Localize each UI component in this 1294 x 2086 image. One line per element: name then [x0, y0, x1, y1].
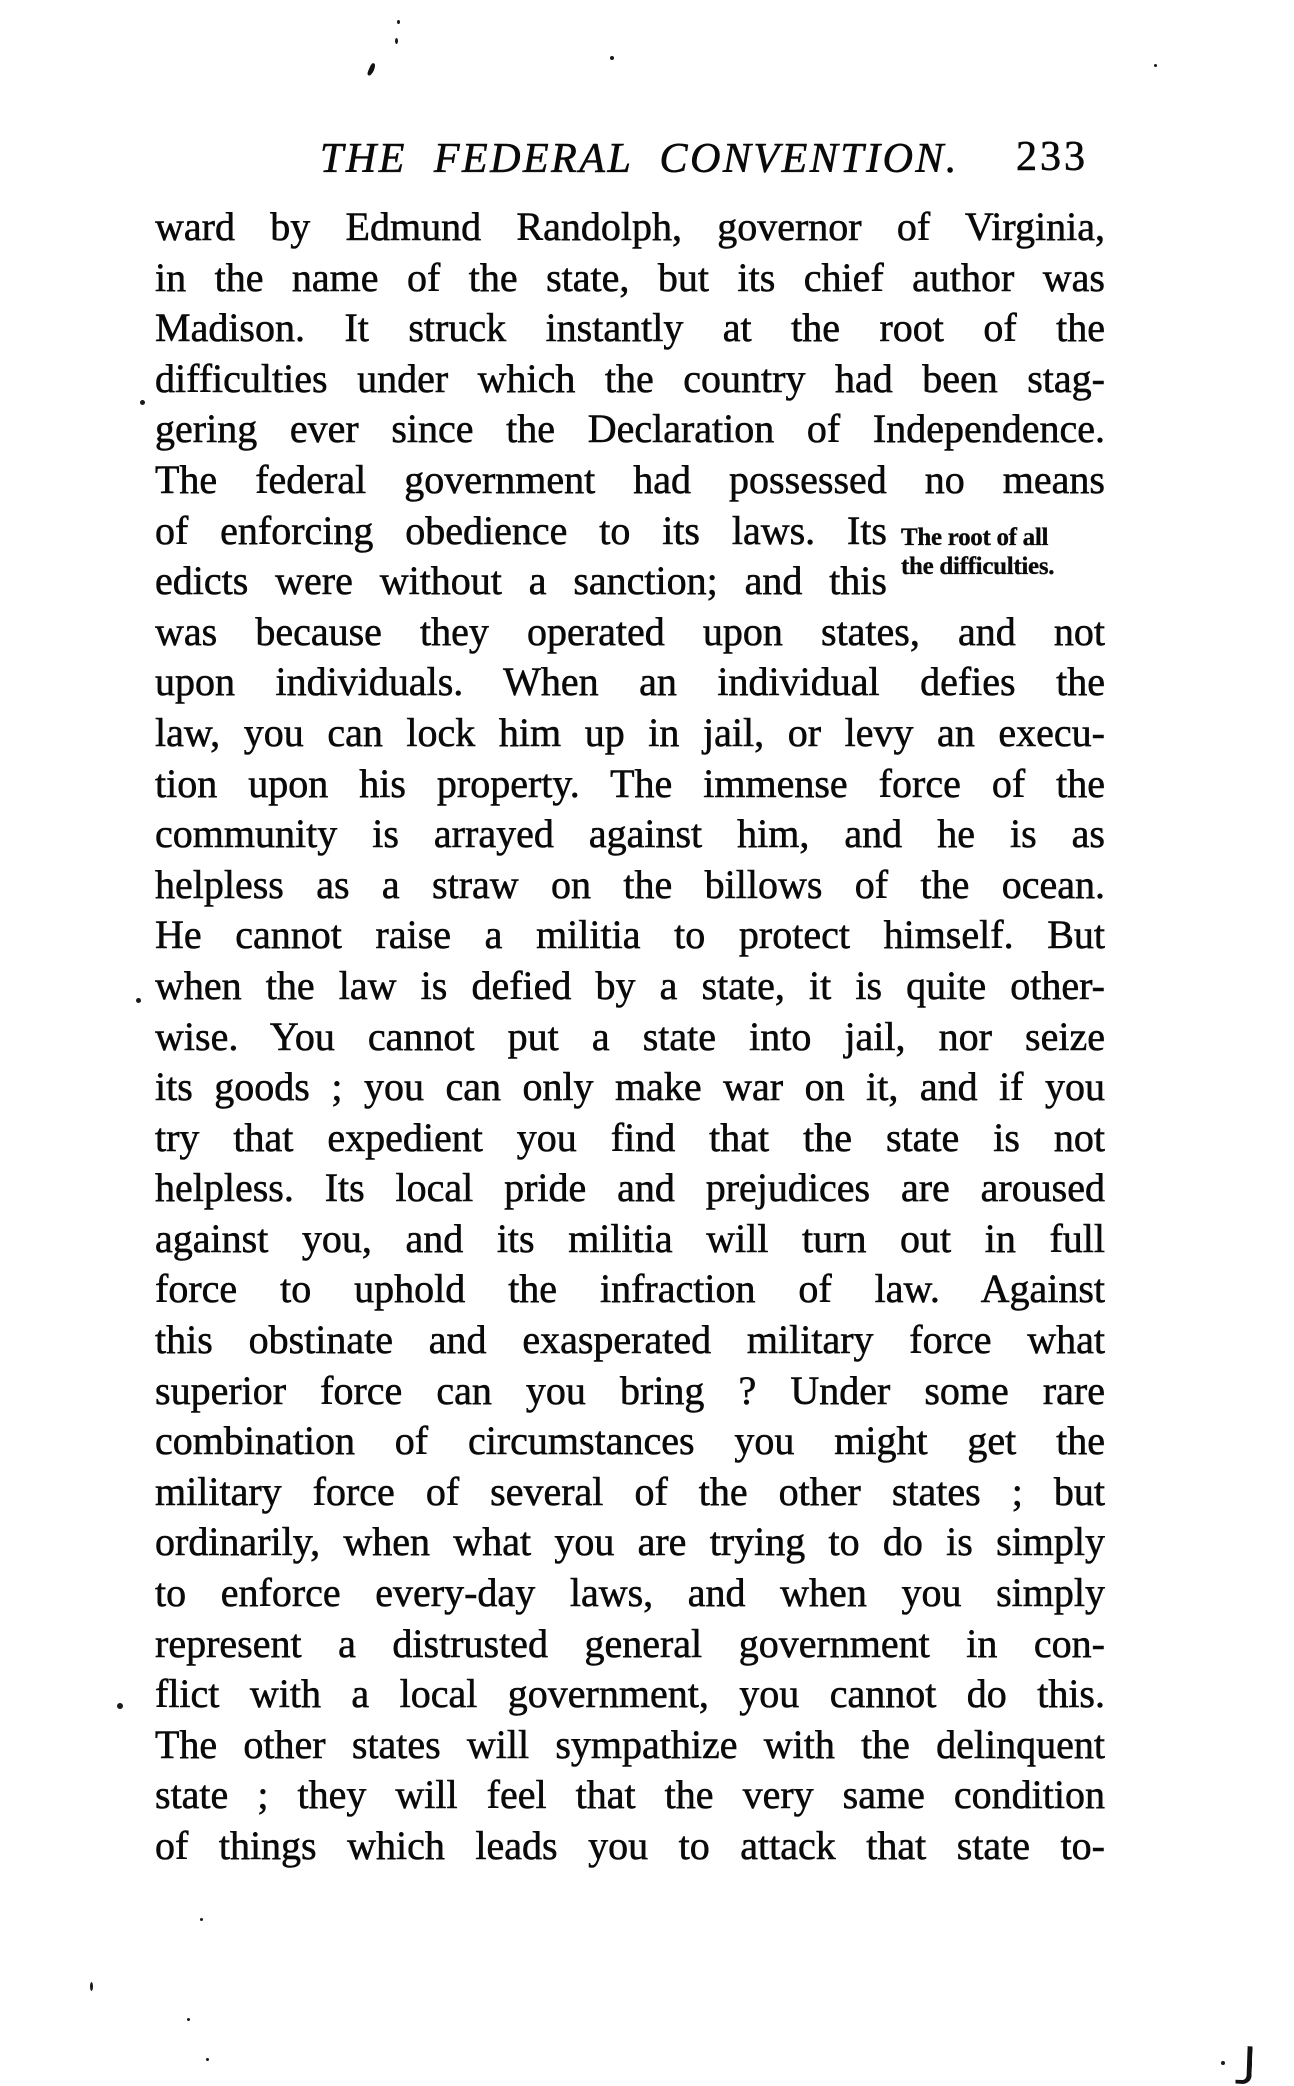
text-line: this obstinate and exasperated military force what	[155, 1317, 1105, 1363]
text-line: in the name of the state, but its chief author was	[155, 254, 1105, 300]
text-line: Madison. It struck instantly at the root of the	[155, 305, 1105, 351]
ink-speck	[397, 20, 400, 24]
text-line: flict with a local government, you cannot do this.	[155, 1671, 1105, 1717]
text-line: its goods ; you can only make war on it, and if you	[155, 1064, 1105, 1110]
text-line: community is arrayed against him, and he is as	[155, 811, 1105, 857]
page-number: 233	[1016, 134, 1088, 180]
text-line: of enforcing obedience to its laws. Its	[155, 507, 887, 553]
text-line: ward by Edmund Randolph, governor of Virginia,	[155, 204, 1105, 249]
text-line: upon individuals. When an individual defies the	[155, 659, 1105, 705]
margin-note-line: The root of all	[901, 524, 1049, 551]
ink-speck	[1221, 2061, 1225, 2065]
ink-speck	[117, 1703, 123, 1709]
text-line: force to uphold the infraction of law. Against	[155, 1266, 1105, 1312]
ink-speck	[90, 1982, 93, 1991]
text-line: combination of circumstances you might get the	[155, 1418, 1105, 1464]
ink-speck	[187, 2018, 190, 2021]
text-line: represent a distrusted general government in con-	[155, 1620, 1105, 1666]
ink-speck	[610, 56, 614, 60]
text-line: superior force can you bring ? Under some rare	[155, 1367, 1105, 1413]
ink-speck	[200, 1918, 203, 1921]
ink-speck	[367, 63, 377, 77]
text-line: difficulties under which the country had been stag-	[155, 355, 1105, 401]
text-line: law, you can lock him up in jail, or levy an execu-	[155, 709, 1105, 755]
text-line: The federal government had possessed no means	[155, 456, 1105, 502]
text-line: of things which leads you to attack that state to-	[155, 1823, 1105, 1868]
text-line: when the law is defied by a state, it is quite other-	[155, 962, 1105, 1008]
ink-speck	[1154, 64, 1157, 67]
text-line: The other states will sympathize with the delinquent	[155, 1721, 1105, 1767]
ink-speck	[206, 2058, 209, 2061]
text-line: ordinarily, when what you are trying to do is simply	[155, 1519, 1105, 1565]
text-line: state ; they will feel that the very same condition	[155, 1772, 1105, 1818]
text-line: gering ever since the Declaration of Independence.	[155, 406, 1105, 452]
margin-note-line: the difficulties.	[901, 552, 1055, 580]
text-line: helpless. Its local pride and prejudices are aroused	[155, 1165, 1105, 1211]
margin-note	[901, 524, 1116, 581]
ink-speck	[140, 400, 145, 405]
text-line: edicts were without a sanction; and this	[155, 558, 887, 604]
running-header-title: THE FEDERAL CONVENTION.	[320, 136, 959, 182]
text-line: try that expedient you find that the state is not	[155, 1114, 1105, 1160]
ink-speck	[1235, 2046, 1252, 2085]
text-line: was because they operated upon states, and not	[155, 608, 1105, 654]
text-line: tion upon his property. The immense force of the	[155, 760, 1105, 806]
text-line: military force of several of the other states ; but	[155, 1468, 1105, 1514]
ink-speck	[395, 38, 398, 44]
text-line: wise. You cannot put a state into jail, nor seize	[155, 1013, 1105, 1059]
text-line: helpless as a straw on the billows of the ocean.	[155, 861, 1105, 907]
text-line: against you, and its militia will turn out in full	[155, 1215, 1105, 1261]
page-body	[155, 202, 1105, 1872]
text-line: to enforce every-day laws, and when you simply	[155, 1570, 1105, 1616]
ink-speck	[136, 998, 141, 1003]
text-line: He cannot raise a militia to protect himself. But	[155, 912, 1105, 958]
